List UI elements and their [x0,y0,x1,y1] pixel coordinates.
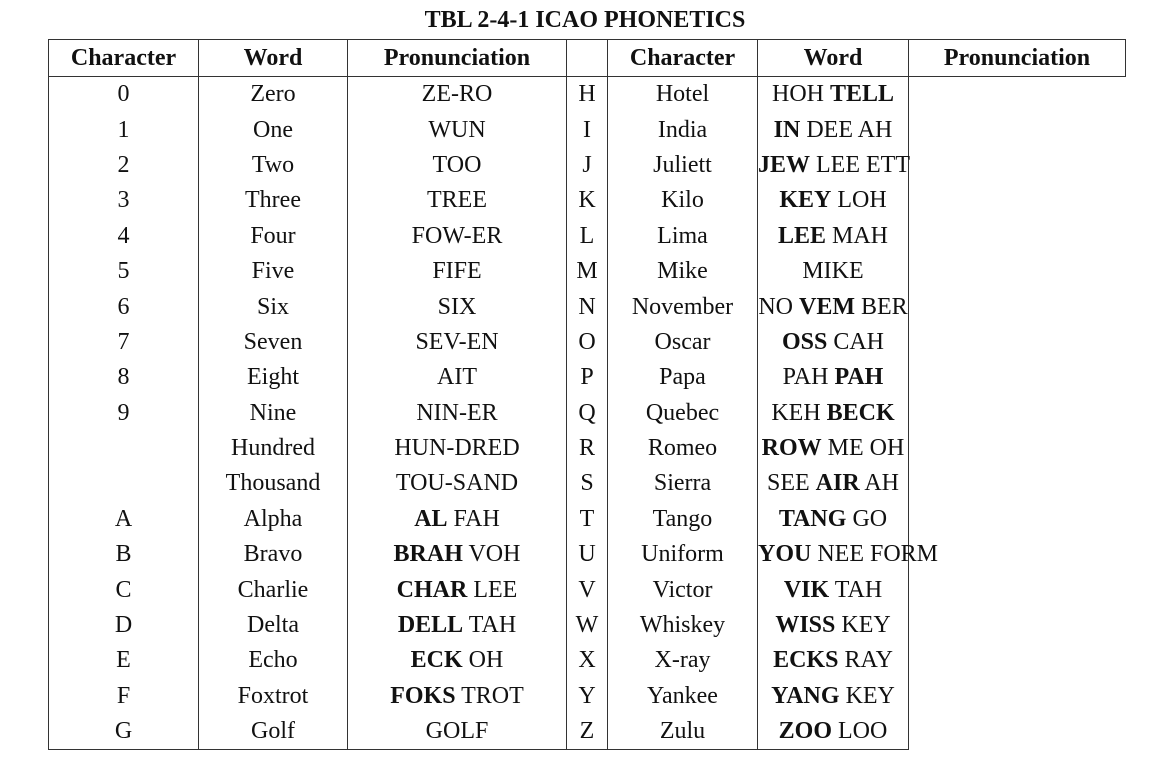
syllable: TOU-SAND [395,470,519,497]
word-cell: November [608,289,758,324]
table-row [49,289,1126,324]
pronunciation-cell [348,325,567,360]
character-cell: N [567,289,608,324]
character-cell [49,431,199,466]
character-cell: 5 [49,254,199,289]
pronunciation-cell [348,254,567,289]
header-character: Character [608,40,758,77]
pronunciation-cell [348,431,567,466]
word-cell: Seven [199,325,348,360]
table-row [49,537,1126,572]
character-cell: 8 [49,360,199,395]
pronunciation-cell [758,183,909,218]
pronunciation-cell [758,643,909,678]
word-cell: One [199,112,348,147]
syllable: HOH [771,81,830,108]
pronunciation-cell [758,714,909,750]
syllable: KEH [771,399,827,426]
syllable: TOO [432,151,482,178]
syllable: MIKE [802,258,864,285]
word-cell: Whiskey [608,608,758,643]
pronunciation-cell [348,219,567,254]
character-cell: 2 [49,148,199,183]
syllable: AIT [437,364,477,391]
character-cell: P [567,360,608,395]
syllable: LOH [831,187,887,214]
table-row [49,572,1126,607]
pronunciation-cell [348,502,567,537]
pronunciation-cell [348,608,567,643]
syllable: PAH [782,364,835,391]
word-cell: Romeo [608,431,758,466]
syllable: NO [758,293,799,320]
table-row [49,148,1126,183]
word-cell: Quebec [608,396,758,431]
syllable: DEE AH [800,116,893,143]
syllable: SEV-EN [415,328,499,355]
word-cell: Oscar [608,325,758,360]
word-cell: Four [199,219,348,254]
pronunciation-cell [348,183,567,218]
character-cell [49,466,199,501]
syllable: TROT [455,682,524,709]
character-cell: 1 [49,112,199,147]
character-cell: K [567,183,608,218]
syllable: FIFE [432,258,482,285]
word-cell: Yankee [608,679,758,714]
pronunciation-cell [758,537,939,572]
stressed-syllable: FOKS [390,682,456,709]
pronunciation-cell [348,466,567,501]
syllable: KEY [839,682,895,709]
syllable: SIX [437,293,477,320]
pronunciation-cell [758,466,909,501]
word-cell: Echo [199,643,348,678]
syllable: NIN-ER [416,399,498,426]
pronunciation-cell [348,360,567,395]
syllable: FAH [447,505,500,532]
table-row [49,466,1126,501]
pronunciation-cell [758,325,909,360]
stressed-syllable: ECK [410,647,463,674]
syllable: LEE [467,576,518,603]
table-row [49,431,1126,466]
pronunciation-cell [758,254,909,289]
table-row [49,219,1126,254]
character-cell: C [49,572,199,607]
table-title: TBL 2-4-1 ICAO PHONETICS [424,7,746,33]
character-cell: U [567,537,608,572]
character-cell: O [567,325,608,360]
pronunciation-cell [348,289,567,324]
word-cell: Bravo [199,537,348,572]
syllable: VOH [462,541,521,568]
syllable: RAY [838,647,893,674]
stressed-syllable: KEY [779,187,832,214]
syllable: ME OH [821,435,905,462]
stressed-syllable: CHAR [396,576,468,603]
word-cell: Delta [199,608,348,643]
character-cell: Q [567,396,608,431]
word-cell: India [608,112,758,147]
syllable: KEY [835,612,891,639]
character-cell: F [49,679,199,714]
word-cell: Alpha [199,502,348,537]
word-cell: Zero [199,77,348,113]
stressed-syllable: LEE [777,222,826,249]
pronunciation-cell [348,537,567,572]
character-cell: A [49,502,199,537]
word-cell: Victor [608,572,758,607]
character-cell: 7 [49,325,199,360]
syllable: SEE [766,470,816,497]
character-cell: E [49,643,199,678]
character-cell: R [567,431,608,466]
table-row [49,502,1126,537]
word-cell: Hundred [199,431,348,466]
word-cell: Uniform [608,537,758,572]
syllable: HUN-DRED [394,435,520,462]
stressed-syllable: OSS [781,328,828,355]
syllable: OH [462,647,504,674]
character-cell: 6 [49,289,199,324]
syllable: AH [859,470,900,497]
stressed-syllable: IN [773,116,801,143]
syllable: FOW-ER [411,222,503,249]
pronunciation-cell [758,431,909,466]
word-cell: Foxtrot [199,679,348,714]
stressed-syllable: DELL [397,612,464,639]
word-cell: Mike [608,254,758,289]
pronunciation-cell [758,77,909,113]
character-cell: 3 [49,183,199,218]
header-word: Word [199,40,348,77]
syllable: BER [854,293,908,320]
character-cell: S [567,466,608,501]
word-cell: Golf [199,714,348,750]
pronunciation-cell [348,148,567,183]
syllable: NEE FORM [811,541,939,568]
syllable: GO [846,505,888,532]
pronunciation-cell [758,679,909,714]
stressed-syllable: AL [414,505,448,532]
table-row [49,643,1126,678]
stressed-syllable: TELL [829,81,895,108]
pronunciation-cell [348,572,567,607]
pronunciation-cell [758,219,909,254]
syllable: TREE [427,187,487,214]
syllable: MAH [826,222,889,249]
character-cell: J [567,148,608,183]
word-cell: Five [199,254,348,289]
word-cell: Charlie [199,572,348,607]
syllable: CAH [827,328,885,355]
syllable: TAH [829,576,883,603]
character-cell: M [567,254,608,289]
stressed-syllable: VIK [783,576,830,603]
stressed-syllable: ECKS [773,647,839,674]
character-cell: B [49,537,199,572]
word-cell: Eight [199,360,348,395]
character-cell: Z [567,714,608,750]
character-cell: H [567,77,608,113]
table-row [49,608,1126,643]
word-cell: Juliett [608,148,758,183]
word-cell: Two [199,148,348,183]
character-cell: 0 [49,77,199,113]
pronunciation-cell [348,714,567,750]
table-row [49,254,1126,289]
character-cell: 4 [49,219,199,254]
syllable: ZE-RO [421,81,493,108]
word-cell: Lima [608,219,758,254]
pronunciation-cell [348,679,567,714]
word-cell: Papa [608,360,758,395]
header-row [49,40,1126,77]
word-cell: Zulu [608,714,758,750]
pronunciation-cell [348,77,567,113]
stressed-syllable: YANG [771,682,840,709]
word-cell: Six [199,289,348,324]
table-row [49,183,1126,218]
syllable: WUN [428,116,486,143]
table-row [49,360,1126,395]
word-cell: X-ray [608,643,758,678]
table-row [49,679,1126,714]
syllable: TAH [463,612,517,639]
syllable: LEE ETT [810,151,910,178]
column-gap [567,40,608,77]
table-row [49,714,1126,750]
stressed-syllable: YOU [758,541,812,568]
header-word: Word [758,40,909,77]
character-cell: I [567,112,608,147]
header-character: Character [49,40,199,77]
syllable: LOO [832,718,888,745]
word-cell: Thousand [199,466,348,501]
word-cell: Three [199,183,348,218]
word-cell: Hotel [608,77,758,113]
syllable: GOLF [425,718,489,745]
stressed-syllable: BRAH [393,541,463,568]
table-row [49,396,1126,431]
pronunciation-cell [758,289,909,324]
pronunciation-cell [758,396,909,431]
word-cell: Nine [199,396,348,431]
word-cell: Sierra [608,466,758,501]
pronunciation-cell [758,502,909,537]
stressed-syllable: TANG [778,505,847,532]
character-cell: D [49,608,199,643]
pronunciation-cell [348,396,567,431]
pronunciation-cell [758,148,909,183]
table-row [49,325,1126,360]
stressed-syllable: JEW [758,151,811,178]
pronunciation-cell [758,112,909,147]
character-cell: 9 [49,396,199,431]
phonetics-table [48,39,1126,750]
character-cell: T [567,502,608,537]
stressed-syllable: AIR [815,470,860,497]
stressed-syllable: ZOO [778,718,832,745]
header-pronunciation: Pronunciation [909,40,1126,77]
stressed-syllable: BECK [826,399,895,426]
table-row [49,77,1126,113]
word-cell: Kilo [608,183,758,218]
pronunciation-cell [348,643,567,678]
character-cell: W [567,608,608,643]
character-cell: V [567,572,608,607]
header-pronunciation: Pronunciation [348,40,567,77]
character-cell: Y [567,679,608,714]
character-cell: G [49,714,199,750]
stressed-syllable: ROW [761,435,822,462]
pronunciation-cell [758,572,909,607]
pronunciation-cell [758,608,909,643]
word-cell: Tango [608,502,758,537]
character-cell: X [567,643,608,678]
pronunciation-cell [348,112,567,147]
table-row [49,112,1126,147]
stressed-syllable: PAH [834,364,884,391]
stressed-syllable: VEM [798,293,855,320]
pronunciation-cell [758,360,909,395]
stressed-syllable: WISS [775,612,836,639]
character-cell: L [567,219,608,254]
